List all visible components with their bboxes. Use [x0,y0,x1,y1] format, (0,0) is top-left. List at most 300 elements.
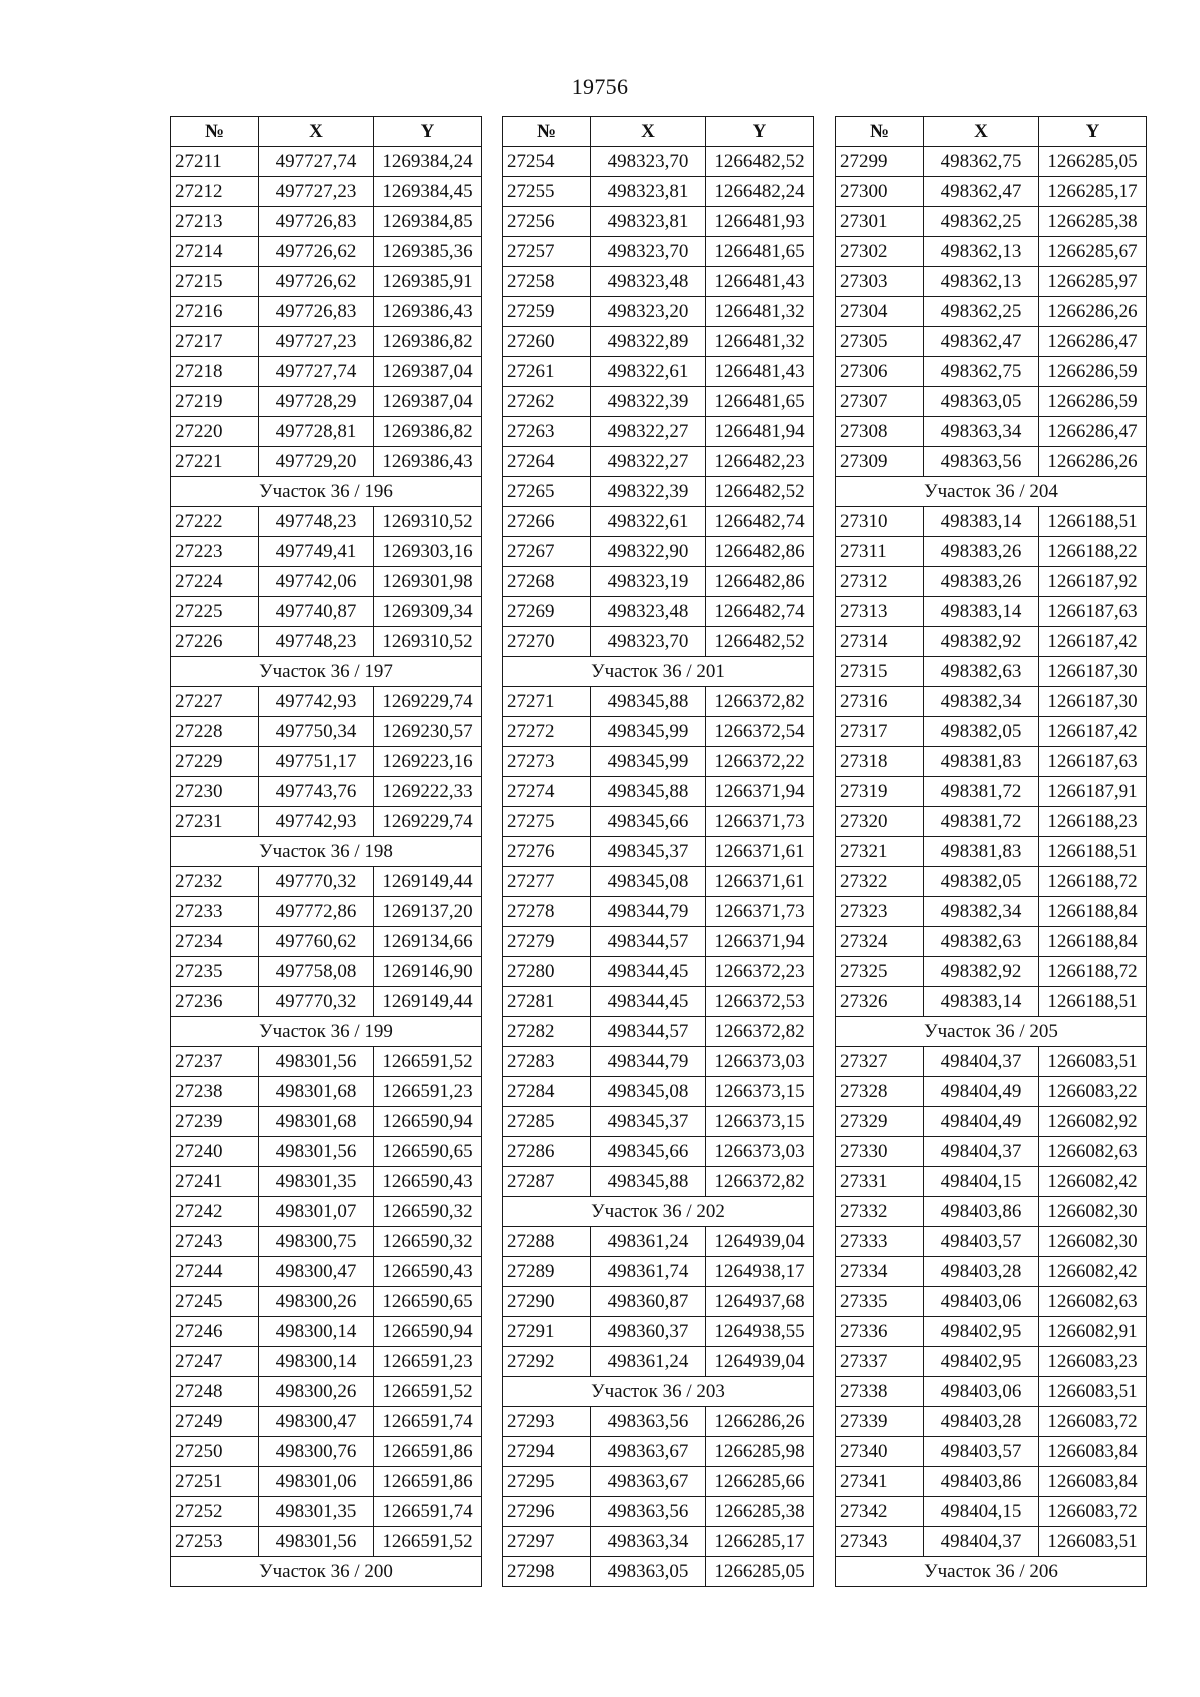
table-row [503,387,814,417]
point-number-cell: 27298 [503,1557,591,1587]
x-coordinate-cell: 498301,35 [259,1497,374,1527]
table-row [171,1197,482,1227]
point-number-cell: 27292 [503,1347,591,1377]
y-coordinate-cell: 1266372,54 [706,717,814,747]
x-coordinate-cell: 497742,93 [259,807,374,837]
point-number-cell: 27318 [836,747,924,777]
x-coordinate-cell: 498363,67 [591,1467,706,1497]
x-coordinate-cell: 498382,34 [924,687,1039,717]
x-coordinate-cell: 498383,26 [924,537,1039,567]
x-coordinate-cell: 497772,86 [259,897,374,927]
section-label: Участок 36 / 203 [503,1377,814,1407]
y-coordinate-cell: 1266373,03 [706,1137,814,1167]
header-x: X [591,117,706,147]
y-coordinate-cell: 1266286,26 [706,1407,814,1437]
x-coordinate-cell: 498301,68 [259,1107,374,1137]
table-row [503,987,814,1017]
x-coordinate-cell: 498322,27 [591,417,706,447]
table-row [503,417,814,447]
table-row [171,147,482,177]
x-coordinate-cell: 498322,39 [591,387,706,417]
point-number-cell: 27307 [836,387,924,417]
section-row [503,1197,814,1227]
y-coordinate-cell: 1266591,23 [374,1077,482,1107]
y-coordinate-cell: 1266083,23 [1039,1347,1147,1377]
y-coordinate-cell: 1266285,05 [706,1557,814,1587]
y-coordinate-cell: 1266371,94 [706,927,814,957]
y-coordinate-cell: 1266481,93 [706,207,814,237]
x-coordinate-cell: 498403,28 [924,1407,1039,1437]
x-coordinate-cell: 497748,23 [259,627,374,657]
point-number-cell: 27319 [836,777,924,807]
y-coordinate-cell: 1266373,03 [706,1047,814,1077]
x-coordinate-cell: 498404,15 [924,1497,1039,1527]
table-row [836,1437,1147,1467]
x-coordinate-cell: 498345,08 [591,867,706,897]
y-coordinate-cell: 1269387,04 [374,357,482,387]
y-coordinate-cell: 1266188,72 [1039,957,1147,987]
x-coordinate-cell: 498345,66 [591,807,706,837]
table-row [503,1137,814,1167]
table-row [503,1107,814,1137]
y-coordinate-cell: 1264937,68 [706,1287,814,1317]
point-number-cell: 27315 [836,657,924,687]
table-row [171,627,482,657]
y-coordinate-cell: 1266371,61 [706,837,814,867]
x-coordinate-cell: 498300,47 [259,1407,374,1437]
section-row [836,1557,1147,1587]
table-row [171,1287,482,1317]
y-coordinate-cell: 1266188,51 [1039,507,1147,537]
x-coordinate-cell: 497728,29 [259,387,374,417]
table-row [171,507,482,537]
y-coordinate-cell: 1266591,23 [374,1347,482,1377]
point-number-cell: 27271 [503,687,591,717]
table-row [836,777,1147,807]
x-coordinate-cell: 498344,45 [591,957,706,987]
x-coordinate-cell: 498382,63 [924,657,1039,687]
y-coordinate-cell: 1269387,04 [374,387,482,417]
x-coordinate-cell: 498300,47 [259,1257,374,1287]
table-row [503,807,814,837]
table-row [171,387,482,417]
table-row [836,177,1147,207]
table-row [171,687,482,717]
table-row [503,1047,814,1077]
table-row [836,1467,1147,1497]
point-number-cell: 27326 [836,987,924,1017]
y-coordinate-cell: 1266591,52 [374,1377,482,1407]
header-y: Y [1039,117,1147,147]
table-row [171,1077,482,1107]
point-number-cell: 27310 [836,507,924,537]
y-coordinate-cell: 1266481,32 [706,327,814,357]
x-coordinate-cell: 497742,93 [259,687,374,717]
y-coordinate-cell: 1266188,23 [1039,807,1147,837]
table-row [503,1317,814,1347]
table-row [171,1257,482,1287]
y-coordinate-cell: 1266481,65 [706,237,814,267]
x-coordinate-cell: 498323,70 [591,237,706,267]
y-coordinate-cell: 1264938,17 [706,1257,814,1287]
header-x: X [259,117,374,147]
table-row [171,297,482,327]
table-row [171,1407,482,1437]
y-coordinate-cell: 1266481,32 [706,297,814,327]
y-coordinate-cell: 1266591,86 [374,1467,482,1497]
y-coordinate-cell: 1266590,32 [374,1227,482,1257]
point-number-cell: 27260 [503,327,591,357]
point-number-cell: 27236 [171,987,259,1017]
table-row [171,1467,482,1497]
table-row [171,1047,482,1077]
table-row [503,1167,814,1197]
x-coordinate-cell: 498323,70 [591,627,706,657]
point-number-cell: 27245 [171,1287,259,1317]
x-coordinate-cell: 497740,87 [259,597,374,627]
point-number-cell: 27258 [503,267,591,297]
header-number: № [836,117,924,147]
table-row [503,477,814,507]
section-row [171,1017,482,1047]
header-x: X [924,117,1039,147]
point-number-cell: 27232 [171,867,259,897]
table-row [836,837,1147,867]
x-coordinate-cell: 498360,37 [591,1317,706,1347]
point-number-cell: 27311 [836,537,924,567]
x-coordinate-cell: 498381,83 [924,837,1039,867]
y-coordinate-cell: 1269384,85 [374,207,482,237]
table-row [171,1167,482,1197]
point-number-cell: 27267 [503,537,591,567]
table-row [503,207,814,237]
x-coordinate-cell: 498344,57 [591,1017,706,1047]
x-coordinate-cell: 498403,86 [924,1467,1039,1497]
x-coordinate-cell: 498322,61 [591,507,706,537]
point-number-cell: 27263 [503,417,591,447]
table-row [836,717,1147,747]
y-coordinate-cell: 1266591,86 [374,1437,482,1467]
x-coordinate-cell: 497726,83 [259,297,374,327]
table-row [836,537,1147,567]
table-row [171,1227,482,1257]
point-number-cell: 27225 [171,597,259,627]
point-number-cell: 27272 [503,717,591,747]
y-coordinate-cell: 1266482,74 [706,507,814,537]
point-number-cell: 27230 [171,777,259,807]
point-number-cell: 27226 [171,627,259,657]
x-coordinate-cell: 498344,79 [591,897,706,927]
point-number-cell: 27247 [171,1347,259,1377]
y-coordinate-cell: 1266590,94 [374,1107,482,1137]
point-number-cell: 27234 [171,927,259,957]
table-row [171,897,482,927]
point-number-cell: 27343 [836,1527,924,1557]
y-coordinate-cell: 1266083,72 [1039,1407,1147,1437]
x-coordinate-cell: 498323,20 [591,297,706,327]
table-header-row [503,117,814,147]
point-number-cell: 27256 [503,207,591,237]
y-coordinate-cell: 1269222,33 [374,777,482,807]
point-number-cell: 27268 [503,567,591,597]
x-coordinate-cell: 498362,47 [924,327,1039,357]
point-number-cell: 27229 [171,747,259,777]
y-coordinate-cell: 1266285,17 [706,1527,814,1557]
y-coordinate-cell: 1269223,16 [374,747,482,777]
y-coordinate-cell: 1266082,30 [1039,1227,1147,1257]
x-coordinate-cell: 498300,76 [259,1437,374,1467]
table-row [171,807,482,837]
y-coordinate-cell: 1266372,82 [706,1167,814,1197]
point-number-cell: 27283 [503,1047,591,1077]
point-number-cell: 27281 [503,987,591,1017]
point-number-cell: 27330 [836,1137,924,1167]
header-y: Y [706,117,814,147]
y-coordinate-cell: 1266285,05 [1039,147,1147,177]
x-coordinate-cell: 497742,06 [259,567,374,597]
section-label: Участок 36 / 202 [503,1197,814,1227]
x-coordinate-cell: 497748,23 [259,507,374,537]
point-number-cell: 27304 [836,297,924,327]
y-coordinate-cell: 1266591,52 [374,1047,482,1077]
point-number-cell: 27327 [836,1047,924,1077]
x-coordinate-cell: 498403,57 [924,1437,1039,1467]
y-coordinate-cell: 1269386,82 [374,417,482,447]
point-number-cell: 27336 [836,1317,924,1347]
y-coordinate-cell: 1266590,65 [374,1287,482,1317]
point-number-cell: 27334 [836,1257,924,1287]
point-number-cell: 27333 [836,1227,924,1257]
x-coordinate-cell: 498383,14 [924,597,1039,627]
table-row [171,177,482,207]
y-coordinate-cell: 1266187,42 [1039,627,1147,657]
point-number-cell: 27235 [171,957,259,987]
x-coordinate-cell: 498323,19 [591,567,706,597]
table-row [503,1347,814,1377]
point-number-cell: 27215 [171,267,259,297]
x-coordinate-cell: 498301,06 [259,1467,374,1497]
table-row [836,357,1147,387]
table-row [171,927,482,957]
table-row [503,837,814,867]
y-coordinate-cell: 1266482,86 [706,567,814,597]
point-number-cell: 27293 [503,1407,591,1437]
point-number-cell: 27221 [171,447,259,477]
point-number-cell: 27296 [503,1497,591,1527]
point-number-cell: 27332 [836,1197,924,1227]
x-coordinate-cell: 498382,92 [924,627,1039,657]
y-coordinate-cell: 1269386,43 [374,447,482,477]
y-coordinate-cell: 1269137,20 [374,897,482,927]
table-row [836,1407,1147,1437]
x-coordinate-cell: 498402,95 [924,1347,1039,1377]
point-number-cell: 27257 [503,237,591,267]
table-row [836,1137,1147,1167]
x-coordinate-cell: 497727,74 [259,147,374,177]
y-coordinate-cell: 1269134,66 [374,927,482,957]
x-coordinate-cell: 498361,24 [591,1347,706,1377]
point-number-cell: 27261 [503,357,591,387]
table-row [836,747,1147,777]
y-coordinate-cell: 1266482,52 [706,627,814,657]
y-coordinate-cell: 1264939,04 [706,1347,814,1377]
x-coordinate-cell: 497770,32 [259,987,374,1017]
section-label: Участок 36 / 199 [171,1017,482,1047]
table-row [503,1467,814,1497]
y-coordinate-cell: 1266286,47 [1039,417,1147,447]
table-row [836,207,1147,237]
y-coordinate-cell: 1266371,61 [706,867,814,897]
coordinates-table-2 [502,116,814,1587]
x-coordinate-cell: 498361,24 [591,1227,706,1257]
y-coordinate-cell: 1269309,34 [374,597,482,627]
point-number-cell: 27274 [503,777,591,807]
point-number-cell: 27290 [503,1287,591,1317]
y-coordinate-cell: 1266285,66 [706,1467,814,1497]
table-row [503,747,814,777]
y-coordinate-cell: 1266187,92 [1039,567,1147,597]
table-row [836,987,1147,1017]
table-row [836,1227,1147,1257]
y-coordinate-cell: 1269303,16 [374,537,482,567]
x-coordinate-cell: 498362,25 [924,207,1039,237]
x-coordinate-cell: 497760,62 [259,927,374,957]
point-number-cell: 27309 [836,447,924,477]
point-number-cell: 27288 [503,1227,591,1257]
x-coordinate-cell: 498301,56 [259,1047,374,1077]
point-number-cell: 27295 [503,1467,591,1497]
y-coordinate-cell: 1266482,23 [706,447,814,477]
y-coordinate-cell: 1266083,84 [1039,1437,1147,1467]
point-number-cell: 27320 [836,807,924,837]
x-coordinate-cell: 498382,34 [924,897,1039,927]
table-row [836,1287,1147,1317]
table-row [171,267,482,297]
y-coordinate-cell: 1266482,52 [706,477,814,507]
y-coordinate-cell: 1266187,63 [1039,597,1147,627]
table-row [503,1527,814,1557]
table-row [503,597,814,627]
y-coordinate-cell: 1266082,42 [1039,1257,1147,1287]
point-number-cell: 27306 [836,357,924,387]
point-number-cell: 27335 [836,1287,924,1317]
section-row [836,477,1147,507]
section-row [503,657,814,687]
x-coordinate-cell: 498362,47 [924,177,1039,207]
y-coordinate-cell: 1266082,63 [1039,1137,1147,1167]
y-coordinate-cell: 1266482,74 [706,597,814,627]
y-coordinate-cell: 1266481,65 [706,387,814,417]
y-coordinate-cell: 1266082,63 [1039,1287,1147,1317]
table-row [171,1497,482,1527]
table-row [836,1197,1147,1227]
x-coordinate-cell: 497727,23 [259,327,374,357]
x-coordinate-cell: 497750,34 [259,717,374,747]
x-coordinate-cell: 498363,56 [591,1407,706,1437]
x-coordinate-cell: 497751,17 [259,747,374,777]
table-row [503,357,814,387]
y-coordinate-cell: 1269229,74 [374,807,482,837]
y-coordinate-cell: 1269386,43 [374,297,482,327]
table-row [171,537,482,567]
table-row [503,327,814,357]
y-coordinate-cell: 1266188,84 [1039,927,1147,957]
y-coordinate-cell: 1266590,65 [374,1137,482,1167]
y-coordinate-cell: 1266286,59 [1039,357,1147,387]
y-coordinate-cell: 1264939,04 [706,1227,814,1257]
table-row [836,267,1147,297]
x-coordinate-cell: 498301,35 [259,1167,374,1197]
table-row [171,747,482,777]
table-row [836,1047,1147,1077]
y-coordinate-cell: 1266590,32 [374,1197,482,1227]
y-coordinate-cell: 1266590,43 [374,1257,482,1287]
point-number-cell: 27301 [836,207,924,237]
x-coordinate-cell: 498344,79 [591,1047,706,1077]
point-number-cell: 27284 [503,1077,591,1107]
y-coordinate-cell: 1266481,43 [706,357,814,387]
table-header-row [171,117,482,147]
x-coordinate-cell: 498323,70 [591,147,706,177]
y-coordinate-cell: 1266372,23 [706,957,814,987]
y-coordinate-cell: 1269146,90 [374,957,482,987]
point-number-cell: 27249 [171,1407,259,1437]
x-coordinate-cell: 498344,57 [591,927,706,957]
table-row [171,417,482,447]
table-row [171,1377,482,1407]
x-coordinate-cell: 498362,75 [924,147,1039,177]
y-coordinate-cell: 1269301,98 [374,567,482,597]
y-coordinate-cell: 1269385,36 [374,237,482,267]
y-coordinate-cell: 1266083,22 [1039,1077,1147,1107]
y-coordinate-cell: 1266482,52 [706,147,814,177]
y-coordinate-cell: 1266591,52 [374,1527,482,1557]
y-coordinate-cell: 1266083,51 [1039,1047,1147,1077]
point-number-cell: 27294 [503,1437,591,1467]
header-number: № [171,117,259,147]
point-number-cell: 27239 [171,1107,259,1137]
point-number-cell: 27317 [836,717,924,747]
table-row [836,657,1147,687]
y-coordinate-cell: 1266372,53 [706,987,814,1017]
x-coordinate-cell: 498363,67 [591,1437,706,1467]
y-coordinate-cell: 1269230,57 [374,717,482,747]
x-coordinate-cell: 497726,83 [259,207,374,237]
y-coordinate-cell: 1269149,44 [374,867,482,897]
table-row [836,297,1147,327]
y-coordinate-cell: 1266373,15 [706,1077,814,1107]
x-coordinate-cell: 498362,25 [924,297,1039,327]
table-row [503,777,814,807]
x-coordinate-cell: 498345,99 [591,717,706,747]
x-coordinate-cell: 498381,72 [924,807,1039,837]
point-number-cell: 27316 [836,687,924,717]
table-row [503,537,814,567]
table-row [503,627,814,657]
section-label: Участок 36 / 198 [171,837,482,867]
table-row [503,1017,814,1047]
table-row [503,687,814,717]
table-row [503,717,814,747]
table-row [503,1257,814,1287]
table-row [836,1377,1147,1407]
point-number-cell: 27305 [836,327,924,357]
table-row [836,1497,1147,1527]
section-label: Участок 36 / 197 [171,657,482,687]
page-number: 19756 [571,74,629,99]
y-coordinate-cell: 1266083,84 [1039,1467,1147,1497]
y-coordinate-cell: 1266083,72 [1039,1497,1147,1527]
